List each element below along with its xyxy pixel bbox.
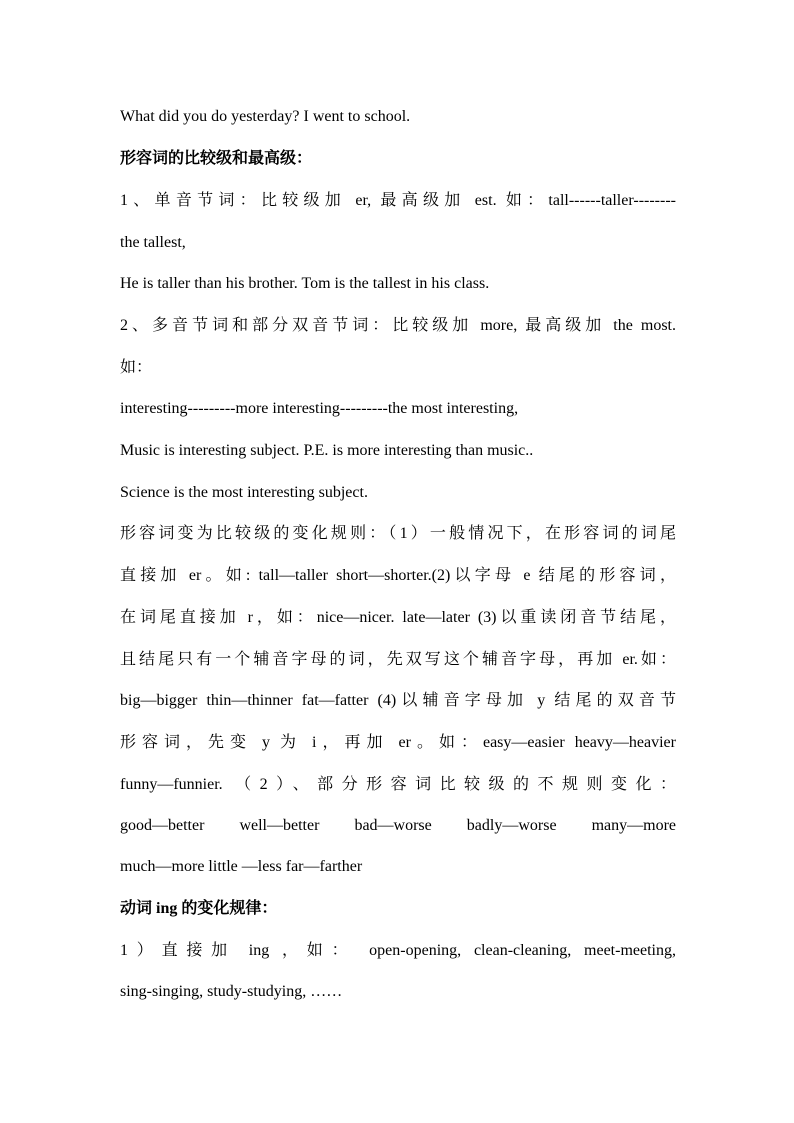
text-line: Science is the most interesting subject. bbox=[120, 484, 368, 501]
text-line: sing-singing, study-studying, …… bbox=[120, 983, 343, 1000]
text-line: much—more little —less far—farther bbox=[120, 858, 363, 875]
text-line: good—better well—better bad—worse badly—worse many—more bbox=[120, 817, 676, 834]
text-line: 2、多音节词和部分双音节词：比较级加 more, 最高级加 the most. bbox=[120, 317, 676, 334]
text-line: the tallest, bbox=[120, 234, 186, 251]
text-line: 形容词变为比较级的变化规则：（1）一般情况下，在形容词的词尾 bbox=[120, 525, 676, 542]
text-line: 如： bbox=[120, 359, 153, 376]
text-line: He is taller than his brother. Tom is the tallest in his class. bbox=[120, 275, 490, 292]
text-line: 直接加 er。如: tall—taller short—shorter.(2)以字母 e 结尾的形容词， bbox=[120, 567, 676, 584]
text-line: 1、单音节词：比较级加 er, 最高级加 est. 如：tall------taller-------- bbox=[120, 192, 676, 209]
section-heading-adjective-comparison: 形容词的比较级和最高级： bbox=[120, 150, 313, 167]
text-line: 形容词，先变 y 为 i，再加 er。如：easy—easier heavy—heavier bbox=[120, 734, 676, 751]
text-line: big—bigger thin—thinner fat—fatter (4)以辅音字母加 y 结尾的双音节 bbox=[120, 692, 676, 709]
text-line: funny—funnier. （2）、部分形容词比较级的不规则变化： bbox=[120, 776, 676, 793]
text-line: What did you do yesterday? I went to school. bbox=[120, 108, 411, 125]
section-heading-verb-ing: 动词 ing 的变化规律： bbox=[120, 900, 278, 917]
text-line: 1）直接加 ing ，如： open-opening, clean-cleaning, meet-meeting, bbox=[120, 942, 676, 959]
text-line: 在词尾直接加 r，如：nice—nicer. late—later (3)以重读闭音节结尾， bbox=[120, 609, 676, 626]
text-line: interesting---------more interesting---------the most interesting, bbox=[120, 400, 519, 417]
text-line: 且结尾只有一个辅音字母的词，先双写这个辅音字母，再加 er.如： bbox=[120, 651, 676, 668]
text-line: Music is interesting subject. P.E. is more interesting than music.. bbox=[120, 442, 534, 459]
